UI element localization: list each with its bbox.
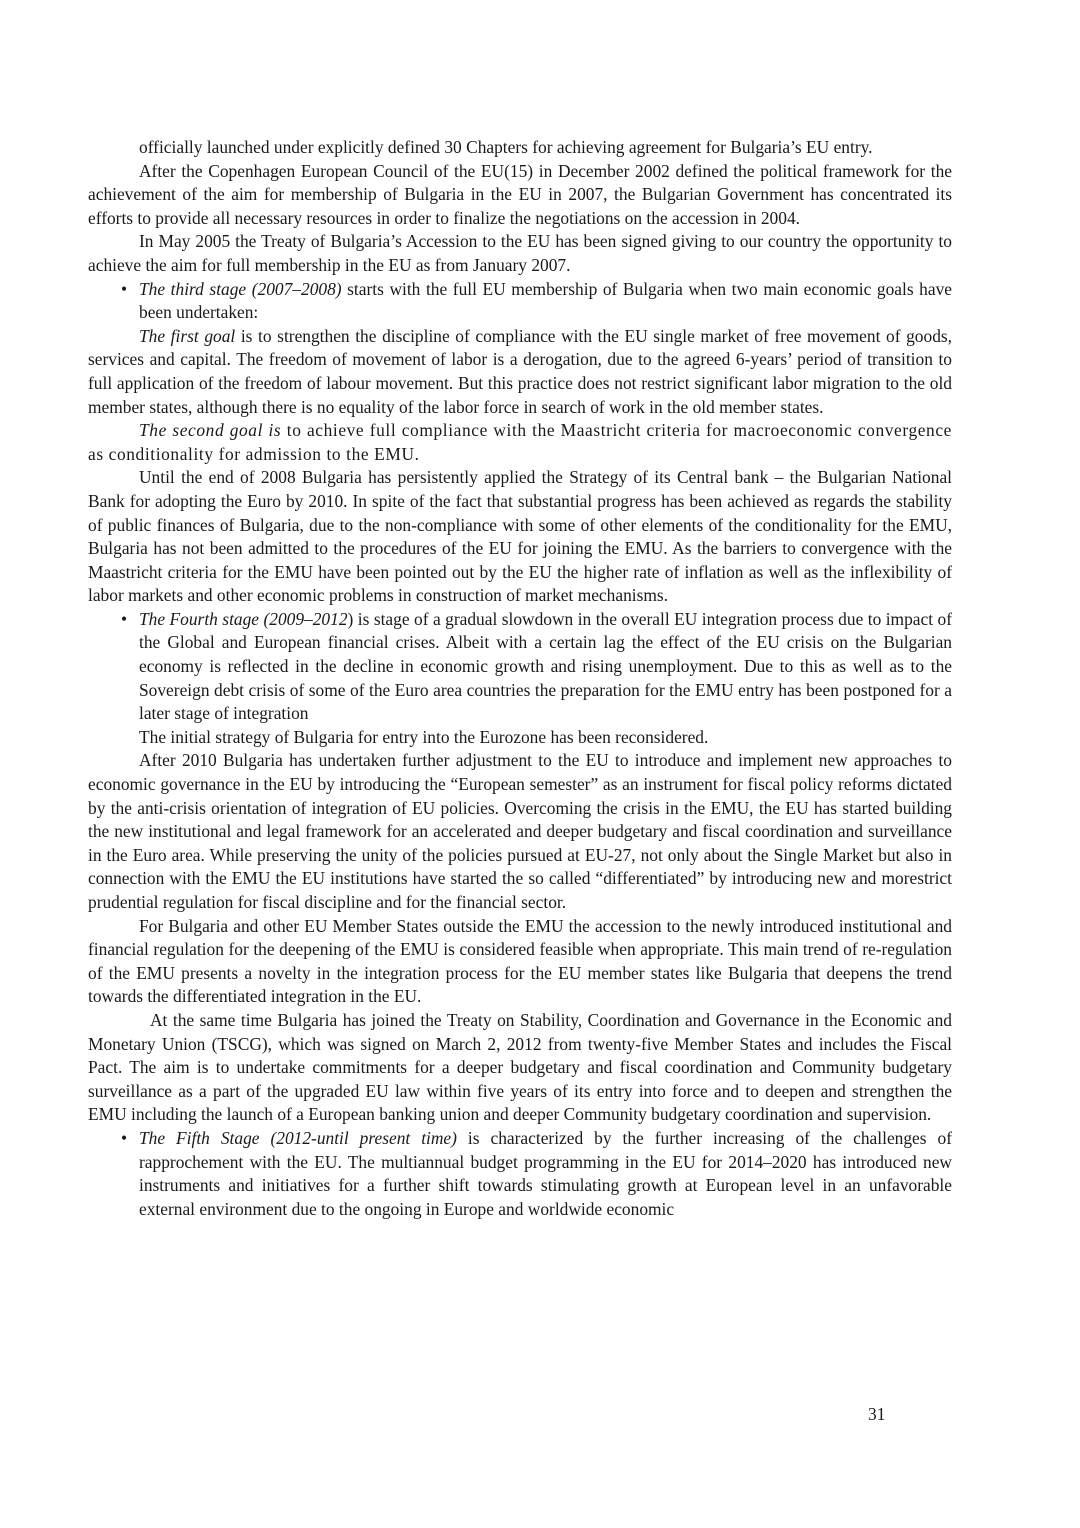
- paragraph-second-goal: [88, 419, 952, 466]
- paragraph-outside-emu: For Bulgaria and other EU Member States outside the EMU the accession to the newly introduced institutional and financial regulation for the deepening of the EMU is considered feasible when appropriate. This main trend of re-regulation of the EMU presents a novelty in the integration process for the EU member states like Bulgaria that deepens the trend towards the differentiated integration in the EU.: [88, 915, 952, 1007]
- bullet-dot-icon: •: [121, 608, 128, 629]
- document-body: [88, 136, 952, 1221]
- paragraph-lead: The first goal: [139, 325, 236, 346]
- bullet-dot-icon: •: [121, 1127, 128, 1148]
- bullet-third-stage: [88, 278, 952, 325]
- bullet-lead: The Fifth Stage (2012-until present time): [139, 1127, 457, 1148]
- bullet-fifth-stage: [88, 1127, 952, 1221]
- paragraph-initial-strategy: The initial strategy of Bulgaria for entry into the Eurozone has been reconsidered.: [139, 726, 709, 747]
- page-number: 31: [868, 1404, 886, 1424]
- bullet-dot-icon: •: [121, 278, 128, 299]
- paragraph-accession-treaty: In May 2005 the Treaty of Bulgaria’s Accession to the EU has been signed giving to our country the opportunity to achieve the aim for full membership in the EU as from January 2007.: [88, 231, 952, 275]
- bullet-text: is characterized by the further increasing of the challenges of rapprochement with the EU. The multiannual budget programming in the EU for 2014–2020 has introduced new instruments and initiatives for a further shift towards stimulating growth at European level in an unfavorable external environment due to the ongoing in Europe and worldwide economic: [139, 1127, 952, 1219]
- paragraph-continuation: officially launched under explicitly defined 30 Chapters for achieving agreement for Bulgaria’s EU entry.: [139, 137, 873, 157]
- bullet-fourth-stage: [88, 608, 952, 726]
- bullet-text: ) is stage of a gradual slowdown in the overall EU integration process due to impact of the Global and European financial crises. Albeit with a certain lag the effect of the EU crisis on the Bulgarian economy is reflected in the decline in economic growth and rising unemployment. Due to this as well as to the Sovereign debt crisis of some of the Euro area countries the preparation for the EMU entry has been postponed for a later stage of integration: [139, 608, 952, 724]
- bullet-text: starts with the full EU membership of Bulgaria when two main economic goals have been undertaken:: [139, 278, 952, 323]
- paragraph-central-bank-strategy: Until the end of 2008 Bulgaria has persistently applied the Strategy of its Central bank – the Bulgarian National Bank for adopting the Euro by 2010. In spite of the fact that substantial progress has been achieved as regards the stability of public finances of Bulgaria, due to the non-compliance with some of other elements of the conditionality for the EMU, Bulgaria has not been admitted to the procedures of the EU for joining the EMU. As the barriers to convergence with the Maastricht criteria for the EMU have been pointed out by the EU the higher rate of inflation as well as the inflexibility of labor markets and other economic problems in construction of market mechanisms.: [88, 467, 952, 606]
- paragraph-text: is to strengthen the discipline of compliance with the EU single market of free movement of goods, services and capital. The freedom of movement of labor is a derogation, due to the agreed 6-years’ period of transition to full application of the freedom of labour movement. But this practice does not restrict significant labor migration to the old member states, although there is no equality of the labor force in search of work in the old member states.: [88, 325, 953, 417]
- bullet-lead: The Fourth stage (2009–2012: [139, 608, 348, 629]
- paragraph-lead: The second goal is: [139, 420, 282, 441]
- paragraph-copenhagen: After the Copenhagen European Council of the EU(15) in December 2002 defined the political framework for the achievement of the aim for membership of Bulgaria in the EU in 2007, the Bulgarian Government has concentrated its efforts to provide all necessary resources in order to finalize the negotiations on the accession in 2004.: [88, 160, 952, 228]
- paragraph-text: to achieve full compliance with the Maastricht criteria for macroeconomic convergence as conditionality for admission to the EMU.: [88, 420, 952, 464]
- bullet-lead: The third stage (2007–2008): [139, 278, 342, 299]
- paragraph-after-2010: After 2010 Bulgaria has undertaken further adjustment to the EU to introduce and implement new approaches to economic governance in the EU by introducing the “European semester” as an instrument for fiscal policy reforms dictated by the anti-crisis orientation of integration of EU policies. Overcoming the crisis in the EMU, the EU has started building the new institutional and legal framework for an accelerated and deeper budgetary and fiscal coordination and surveillance in the Euro area. While preserving the unity of the policies pursued at EU-27, not only about the Single Market but also in connection with the EMU the EU institutions have started the so called “differentiated” by introducing new and morestrict prudential regulation for fiscal discipline and for the financial sector.: [88, 750, 952, 912]
- paragraph-first-goal: [88, 325, 952, 419]
- paragraph-tscg: At the same time Bulgaria has joined the Treaty on Stability, Coordination and Governance in the Economic and Monetary Union (TSCG), which was signed on March 2, 2012 from twenty-five Member States and includes the Fiscal Pact. The aim is to undertake commitments for a deeper budgetary and fiscal coordination and Community budgetary surveillance as a part of the upgraded EU law within five years of its entry into force and to deepen and strengthen the EMU including the launch of a European banking union and deeper Community budgetary coordination and supervision.: [88, 1009, 952, 1125]
